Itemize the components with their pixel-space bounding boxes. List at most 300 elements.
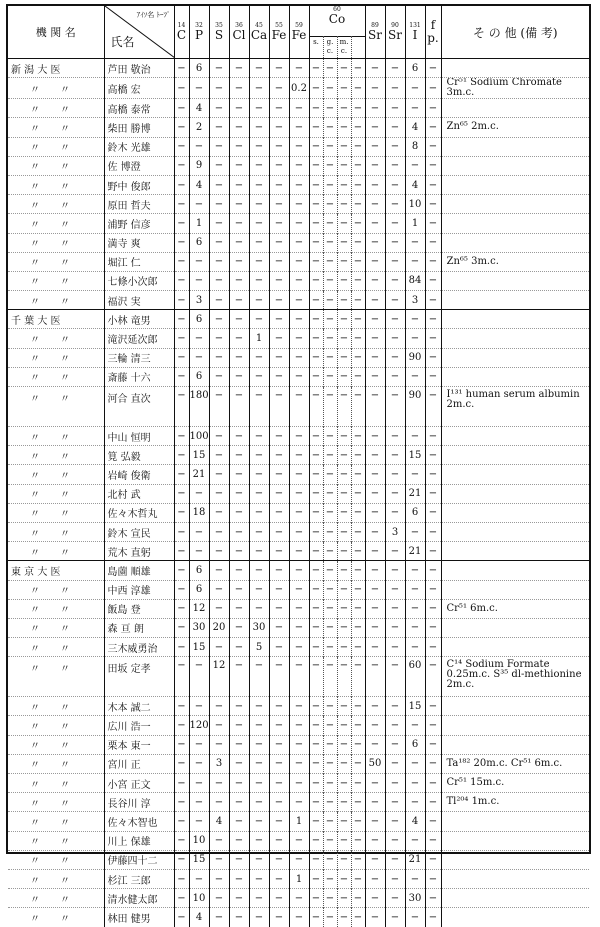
value-cell: − xyxy=(351,697,365,716)
value-cell: − xyxy=(269,78,289,99)
institution-cell: 〃 〃 xyxy=(8,697,104,716)
value-cell: − xyxy=(309,850,323,869)
value-cell: − xyxy=(405,793,425,812)
value-cell: − xyxy=(309,329,323,348)
remarks-cell xyxy=(441,561,589,580)
value-cell: 6 xyxy=(189,367,209,386)
value-cell: − xyxy=(229,812,249,831)
table-row xyxy=(8,716,589,735)
name-cell: 中山 恒明 xyxy=(104,427,174,446)
value-cell: − xyxy=(385,329,405,348)
value-cell: − xyxy=(269,793,289,812)
institution-cell: 〃 〃 xyxy=(8,78,104,99)
value-cell: − xyxy=(174,754,189,773)
isotope-mass-number: 35 xyxy=(215,22,223,29)
value-cell: − xyxy=(209,271,229,290)
value-cell: − xyxy=(249,657,269,697)
name-cell: 鈴木 光雄 xyxy=(104,137,174,156)
value-cell: − xyxy=(385,542,405,561)
value-cell: − xyxy=(289,484,309,503)
value-cell: − xyxy=(289,831,309,850)
isotope-header-label: ｱｲｿ名 ﾄｰﾌﾟ xyxy=(136,11,171,19)
isotope-header-co60 xyxy=(309,6,365,59)
value-cell: − xyxy=(425,638,441,657)
value-cell: − xyxy=(174,78,189,99)
remarks-cell: C¹⁴ Sodium Formate 0.25m.c. S³⁵ dl-methionine 2m.c. xyxy=(441,657,589,697)
institution-cell: 〃 〃 xyxy=(8,484,104,503)
remarks-cell xyxy=(441,137,589,156)
value-cell: − xyxy=(269,427,289,446)
table-row xyxy=(8,291,589,310)
table-row xyxy=(8,446,589,465)
name-cell: 広川 浩一 xyxy=(104,716,174,735)
value-cell: − xyxy=(365,542,385,561)
value-cell: − xyxy=(337,697,351,716)
value-cell: − xyxy=(189,522,209,541)
isotope-mass-number: 32 xyxy=(195,22,203,29)
value-cell: − xyxy=(189,735,209,754)
value-cell: − xyxy=(309,503,323,522)
institution-cell: 〃 〃 xyxy=(8,774,104,793)
value-cell: − xyxy=(174,869,189,888)
value-cell: − xyxy=(385,908,405,927)
value-cell: − xyxy=(425,793,441,812)
institution-cell: 〃 〃 xyxy=(8,156,104,175)
value-cell: − xyxy=(405,427,425,446)
value-cell: − xyxy=(189,793,209,812)
value-cell: − xyxy=(189,329,209,348)
value-cell: − xyxy=(229,233,249,252)
value-cell: − xyxy=(365,156,385,175)
value-cell: − xyxy=(425,735,441,754)
value-cell: − xyxy=(289,99,309,118)
value-cell: 15 xyxy=(189,850,209,869)
value-cell: − xyxy=(189,812,209,831)
value-cell: − xyxy=(209,59,229,78)
value-cell: − xyxy=(269,697,289,716)
value-cell: 10 xyxy=(405,195,425,214)
value-cell: − xyxy=(385,465,405,484)
value-cell: − xyxy=(174,503,189,522)
institution-cell: 〃 〃 xyxy=(8,291,104,310)
value-cell: 180 xyxy=(189,387,209,427)
name-cell: 柴田 勝博 xyxy=(104,118,174,137)
value-cell: − xyxy=(229,850,249,869)
value-cell: − xyxy=(289,522,309,541)
value-cell: − xyxy=(269,754,289,773)
value-cell: − xyxy=(425,446,441,465)
value-cell: − xyxy=(189,774,209,793)
value-cell: − xyxy=(209,561,229,580)
value-cell: 50 xyxy=(365,754,385,773)
value-cell: − xyxy=(174,252,189,271)
value-cell: − xyxy=(351,599,365,618)
institution-cell: 〃 〃 xyxy=(8,175,104,194)
value-cell: − xyxy=(425,697,441,716)
value-cell: − xyxy=(289,387,309,427)
value-cell: − xyxy=(365,522,385,541)
name-cell: 高橋 宏 xyxy=(104,78,174,99)
value-cell: − xyxy=(351,387,365,427)
table-row xyxy=(8,850,589,869)
isotope-mass-number: 45 xyxy=(255,22,263,29)
value-cell: − xyxy=(337,175,351,194)
value-cell: − xyxy=(337,156,351,175)
value-cell: − xyxy=(249,735,269,754)
value-cell: − xyxy=(289,291,309,310)
value-cell: − xyxy=(309,831,323,850)
value-cell: − xyxy=(174,427,189,446)
value-cell: − xyxy=(323,175,337,194)
value-cell: − xyxy=(323,99,337,118)
table-row xyxy=(8,175,589,194)
remarks-cell xyxy=(441,367,589,386)
value-cell: − xyxy=(351,175,365,194)
value-cell: − xyxy=(249,271,269,290)
value-cell: − xyxy=(425,618,441,637)
table-row xyxy=(8,214,589,233)
table-row xyxy=(8,812,589,831)
value-cell: − xyxy=(289,850,309,869)
value-cell: − xyxy=(323,446,337,465)
value-cell: − xyxy=(209,503,229,522)
name-cell: 三輪 清三 xyxy=(104,348,174,367)
value-cell: − xyxy=(229,137,249,156)
institution-cell: 〃 〃 xyxy=(8,599,104,618)
value-cell: − xyxy=(209,869,229,888)
isotope-mass-number: 89 xyxy=(371,22,379,29)
value-cell: − xyxy=(289,697,309,716)
institution-cell: 〃 〃 xyxy=(8,465,104,484)
value-cell: − xyxy=(351,657,365,697)
value-cell: − xyxy=(351,522,365,541)
table-row xyxy=(8,831,589,850)
value-cell: − xyxy=(337,252,351,271)
name-cell: 清水健太郎 xyxy=(104,889,174,908)
value-cell: − xyxy=(365,99,385,118)
value-cell: − xyxy=(269,657,289,697)
table-row xyxy=(8,252,589,271)
value-cell: − xyxy=(405,329,425,348)
value-cell: − xyxy=(337,869,351,888)
value-cell: − xyxy=(385,175,405,194)
value-cell: 120 xyxy=(189,716,209,735)
value-cell: − xyxy=(323,195,337,214)
isotope-header-fe-5 xyxy=(269,6,289,59)
value-cell: − xyxy=(365,774,385,793)
value-cell: − xyxy=(269,252,289,271)
value-cell: 6 xyxy=(405,503,425,522)
value-cell: − xyxy=(405,599,425,618)
value-cell: − xyxy=(229,793,249,812)
institution-cell: 〃 〃 xyxy=(8,580,104,599)
value-cell: − xyxy=(365,59,385,78)
name-cell: 小宮 正文 xyxy=(104,774,174,793)
value-cell: − xyxy=(309,387,323,427)
value-cell: − xyxy=(425,580,441,599)
value-cell: − xyxy=(425,869,441,888)
value-cell: − xyxy=(323,118,337,137)
value-cell: − xyxy=(189,78,209,99)
remarks-cell xyxy=(441,618,589,637)
value-cell: − xyxy=(249,503,269,522)
value-cell: − xyxy=(365,697,385,716)
value-cell: − xyxy=(365,427,385,446)
value-cell: − xyxy=(337,214,351,233)
value-cell: 3 xyxy=(385,522,405,541)
value-cell: − xyxy=(249,754,269,773)
value-cell: − xyxy=(289,367,309,386)
value-cell: − xyxy=(229,716,249,735)
value-cell: − xyxy=(385,99,405,118)
value-cell: − xyxy=(351,156,365,175)
isotope-mass-number: 90 xyxy=(391,22,399,29)
value-cell: − xyxy=(351,542,365,561)
value-cell: − xyxy=(229,889,249,908)
value-cell: − xyxy=(405,561,425,580)
value-cell: − xyxy=(405,716,425,735)
value-cell: − xyxy=(229,99,249,118)
value-cell: − xyxy=(269,812,289,831)
value-cell: − xyxy=(337,118,351,137)
value-cell: − xyxy=(269,348,289,367)
value-cell: − xyxy=(323,271,337,290)
value-cell: − xyxy=(289,618,309,637)
table-row xyxy=(8,503,589,522)
isotope-symbol: Fe xyxy=(291,28,307,42)
value-cell: − xyxy=(209,465,229,484)
value-cell: − xyxy=(229,271,249,290)
value-cell: − xyxy=(365,233,385,252)
value-cell: − xyxy=(425,367,441,386)
value-cell: − xyxy=(351,889,365,908)
value-cell: − xyxy=(337,427,351,446)
isotope-mass-number: 36 xyxy=(235,22,243,29)
value-cell: − xyxy=(425,271,441,290)
value-cell: − xyxy=(405,367,425,386)
table-row xyxy=(8,599,589,618)
value-cell: − xyxy=(323,908,337,927)
value-cell: − xyxy=(337,850,351,869)
value-cell: − xyxy=(323,214,337,233)
value-cell: − xyxy=(405,774,425,793)
value-cell: − xyxy=(309,484,323,503)
value-cell: − xyxy=(269,774,289,793)
value-cell: − xyxy=(269,889,289,908)
institution-cell: 〃 〃 xyxy=(8,427,104,446)
value-cell: − xyxy=(351,446,365,465)
value-cell: − xyxy=(309,175,323,194)
value-cell: 21 xyxy=(405,850,425,869)
value-cell: − xyxy=(229,735,249,754)
value-cell: − xyxy=(425,195,441,214)
name-cell: 宮川 正 xyxy=(104,754,174,773)
value-cell: − xyxy=(269,118,289,137)
value-cell: − xyxy=(289,580,309,599)
value-cell: − xyxy=(323,735,337,754)
value-cell: − xyxy=(385,271,405,290)
table-row xyxy=(8,387,589,427)
value-cell: − xyxy=(249,484,269,503)
value-cell: − xyxy=(385,252,405,271)
value-cell: − xyxy=(323,465,337,484)
value-cell: − xyxy=(269,175,289,194)
remarks-cell xyxy=(441,908,589,927)
value-cell: − xyxy=(425,233,441,252)
remarks-cell xyxy=(441,850,589,869)
value-cell: − xyxy=(209,831,229,850)
value-cell: − xyxy=(337,271,351,290)
value-cell: − xyxy=(289,271,309,290)
value-cell: − xyxy=(174,348,189,367)
value-cell: − xyxy=(209,427,229,446)
value-cell: − xyxy=(289,446,309,465)
value-cell: − xyxy=(323,869,337,888)
value-cell: − xyxy=(309,233,323,252)
value-cell: − xyxy=(269,869,289,888)
value-cell: − xyxy=(323,291,337,310)
value-cell: − xyxy=(249,310,269,329)
value-cell: − xyxy=(229,78,249,99)
name-cell: 北村 武 xyxy=(104,484,174,503)
value-cell: − xyxy=(249,542,269,561)
value-cell: − xyxy=(351,78,365,99)
value-cell: − xyxy=(309,310,323,329)
value-cell: 0.2 xyxy=(289,78,309,99)
value-cell: − xyxy=(323,310,337,329)
value-cell: − xyxy=(323,889,337,908)
value-cell: − xyxy=(385,561,405,580)
name-cell: 満寺 爽 xyxy=(104,233,174,252)
value-cell: − xyxy=(365,793,385,812)
remarks-cell xyxy=(441,233,589,252)
value-cell: 6 xyxy=(189,310,209,329)
value-cell: − xyxy=(425,118,441,137)
value-cell: − xyxy=(365,78,385,99)
value-cell: − xyxy=(365,599,385,618)
remarks-cell xyxy=(441,214,589,233)
remarks-cell xyxy=(441,446,589,465)
value-cell: 6 xyxy=(189,580,209,599)
value-cell: − xyxy=(405,78,425,99)
value-cell: − xyxy=(174,908,189,927)
value-cell: − xyxy=(425,348,441,367)
data-table xyxy=(8,6,589,927)
value-cell: − xyxy=(385,618,405,637)
value-cell: − xyxy=(323,754,337,773)
value-cell: − xyxy=(385,697,405,716)
value-cell: − xyxy=(289,503,309,522)
value-cell: 90 xyxy=(405,387,425,427)
value-cell: − xyxy=(249,367,269,386)
value-cell: − xyxy=(289,793,309,812)
value-cell: − xyxy=(229,195,249,214)
value-cell: − xyxy=(351,271,365,290)
value-cell: − xyxy=(229,291,249,310)
value-cell: 15 xyxy=(189,446,209,465)
value-cell: − xyxy=(351,561,365,580)
table-row xyxy=(8,310,589,329)
value-cell: − xyxy=(323,618,337,637)
institution-cell: 〃 〃 xyxy=(8,542,104,561)
value-cell: − xyxy=(209,580,229,599)
table-row xyxy=(8,793,589,812)
isotope-header-p-1 xyxy=(189,6,209,59)
value-cell: − xyxy=(229,697,249,716)
value-cell: − xyxy=(385,831,405,850)
institution-header-label: 機 関 名 xyxy=(35,26,76,39)
value-cell: − xyxy=(289,889,309,908)
value-cell: − xyxy=(209,735,229,754)
value-cell: − xyxy=(209,233,229,252)
value-cell: − xyxy=(365,118,385,137)
value-cell: − xyxy=(269,367,289,386)
value-cell: − xyxy=(323,638,337,657)
value-cell: − xyxy=(309,812,323,831)
value-cell: − xyxy=(337,561,351,580)
value-cell: − xyxy=(425,754,441,773)
institution-cell: 〃 〃 xyxy=(8,118,104,137)
value-cell: − xyxy=(309,291,323,310)
value-cell: − xyxy=(365,561,385,580)
value-cell: 20 xyxy=(209,618,229,637)
value-cell: − xyxy=(425,774,441,793)
value-cell: − xyxy=(309,195,323,214)
value-cell: − xyxy=(351,908,365,927)
institution-cell: 〃 〃 xyxy=(8,233,104,252)
institution-cell: 〃 〃 xyxy=(8,869,104,888)
isotope-header-sr-8 xyxy=(385,6,405,59)
value-cell: − xyxy=(323,427,337,446)
value-cell: − xyxy=(323,657,337,697)
isotope-symbol: I xyxy=(412,28,418,42)
value-cell: − xyxy=(209,214,229,233)
value-cell: − xyxy=(405,252,425,271)
value-cell: − xyxy=(425,542,441,561)
value-cell: − xyxy=(229,831,249,850)
table-row xyxy=(8,367,589,386)
value-cell: − xyxy=(351,618,365,637)
value-cell: − xyxy=(189,348,209,367)
isotope-mass-number: 131 xyxy=(409,22,421,29)
value-cell: − xyxy=(189,697,209,716)
value-cell: − xyxy=(365,657,385,697)
value-cell: − xyxy=(323,716,337,735)
value-cell: − xyxy=(174,561,189,580)
value-cell: − xyxy=(425,59,441,78)
remarks-cell: Cr⁵¹ 6m.c. xyxy=(441,599,589,618)
value-cell: − xyxy=(289,310,309,329)
value-cell: − xyxy=(405,156,425,175)
remarks-cell xyxy=(441,889,589,908)
value-cell: − xyxy=(174,175,189,194)
institution-cell: 〃 〃 xyxy=(8,329,104,348)
value-cell: − xyxy=(289,329,309,348)
value-cell: − xyxy=(385,427,405,446)
value-cell: − xyxy=(269,233,289,252)
value-cell: 3 xyxy=(405,291,425,310)
value-cell: − xyxy=(209,716,229,735)
value-cell: − xyxy=(365,367,385,386)
value-cell: − xyxy=(209,291,229,310)
value-cell: 6 xyxy=(405,59,425,78)
value-cell: − xyxy=(289,137,309,156)
value-cell: − xyxy=(309,446,323,465)
value-cell: − xyxy=(174,59,189,78)
isotope-header-fp.-10 xyxy=(425,6,441,59)
value-cell: − xyxy=(323,484,337,503)
value-cell: − xyxy=(269,735,289,754)
